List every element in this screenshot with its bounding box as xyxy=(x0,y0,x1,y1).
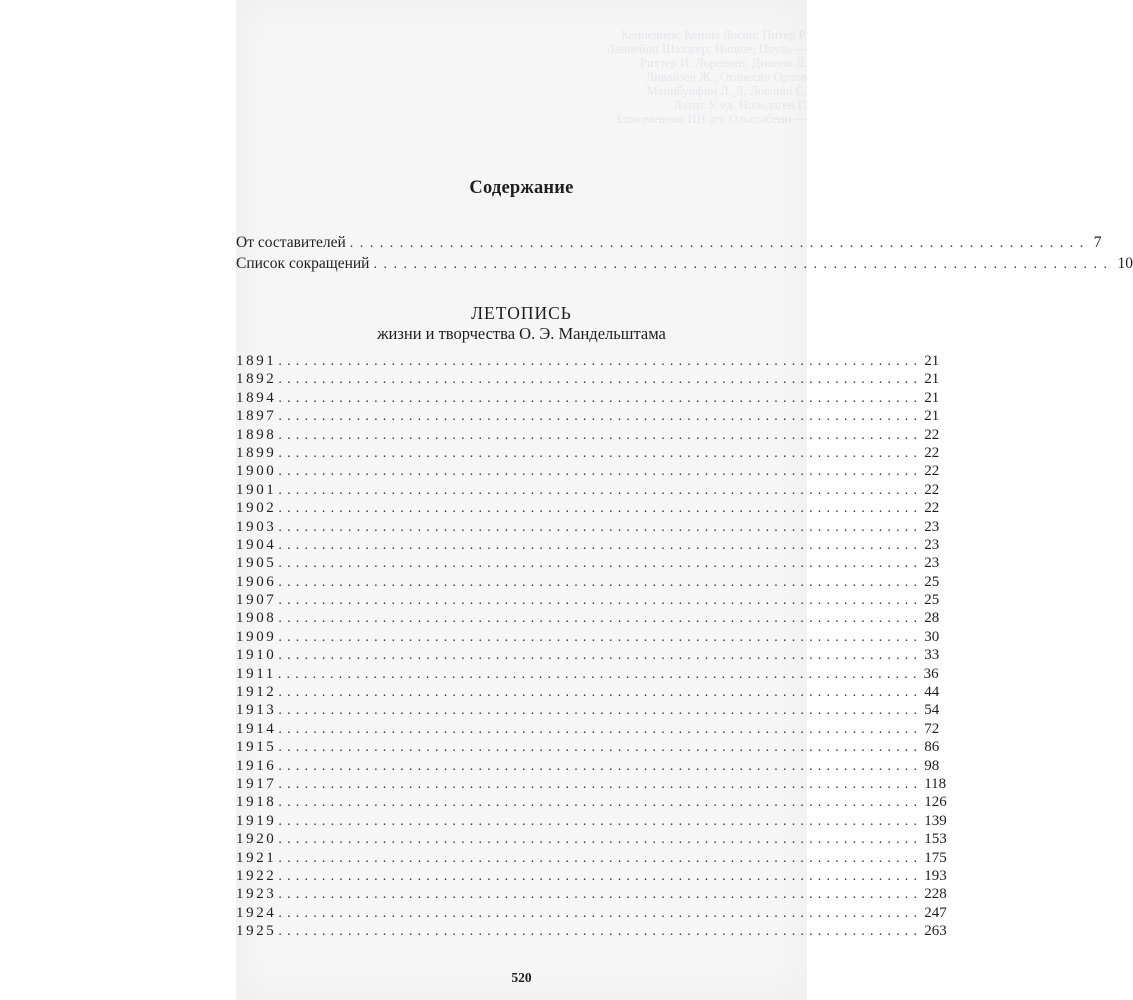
dot-leader: .......................................................................... xyxy=(278,795,923,811)
toc-page-number: 21 xyxy=(924,371,940,388)
toc-entry-label: 1910 xyxy=(236,647,277,664)
toc-entry-label: 1916 xyxy=(236,757,277,774)
toc-page-number: 44 xyxy=(924,684,940,701)
toc-entry-year[interactable] xyxy=(236,775,947,793)
toc-page-number: 54 xyxy=(924,702,940,719)
toc-entry-from-compilers[interactable] xyxy=(236,233,1102,253)
toc-entry-label: 1913 xyxy=(236,702,277,719)
toc-entry-year[interactable] xyxy=(236,646,940,664)
toc-page-number: 22 xyxy=(924,444,940,461)
toc-entry-label: 1891 xyxy=(236,353,277,369)
toc-entry-label: 1894 xyxy=(236,389,277,406)
dot-leader: .......................................................................... xyxy=(278,685,923,701)
toc-page-number: 22 xyxy=(924,500,940,517)
toc-entry-year[interactable] xyxy=(236,352,940,370)
dot-leader: .......................................................................... xyxy=(278,868,923,884)
section-title: ЛЕТОПИСЬ xyxy=(471,303,572,323)
toc-entry-year[interactable] xyxy=(236,867,947,885)
toc-entry-label: 1897 xyxy=(236,408,277,425)
dot-leader: .......................................................................... xyxy=(278,445,923,461)
dot-leader: .......................................................................... xyxy=(278,427,923,443)
dot-leader: .......................................................................... xyxy=(278,629,923,645)
toc-entry-label: 1925 xyxy=(236,923,277,940)
toc-entry-label: 1899 xyxy=(236,444,277,461)
toc-page-number: 118 xyxy=(924,775,947,792)
dot-leader: .......................................................................... xyxy=(278,758,923,774)
dot-leader: .......................................................................... xyxy=(278,887,923,903)
dot-leader: .......................................................................... xyxy=(278,519,923,535)
toc-entry-year[interactable] xyxy=(236,444,940,462)
toc-entry-label: 1902 xyxy=(236,500,277,517)
toc-entry-year[interactable] xyxy=(236,481,940,499)
toc-page-number: 193 xyxy=(924,867,947,884)
dot-leader: .......................................................................... xyxy=(278,721,923,737)
toc-page-number: 21 xyxy=(924,389,940,406)
toc-entry-year[interactable] xyxy=(236,701,940,719)
dot-leader: .......................................................................... xyxy=(278,832,923,848)
toc-entry-label: 1909 xyxy=(236,628,277,645)
toc-entry-year[interactable] xyxy=(236,609,940,627)
toc-entry-year[interactable] xyxy=(236,426,940,444)
dot-leader: .......................................................................... xyxy=(349,236,1090,251)
toc-entry-year[interactable] xyxy=(236,793,947,811)
toc-entry-label: 1915 xyxy=(236,739,277,756)
toc-entry-label: 1903 xyxy=(236,518,277,535)
dot-leader: .......................................................................... xyxy=(278,409,923,425)
toc-entry-label: 1922 xyxy=(236,867,277,884)
toc-entry-year[interactable] xyxy=(236,830,947,848)
toc-page-number: 28 xyxy=(924,610,940,627)
dot-leader: .......................................................................... xyxy=(278,850,923,866)
toc-entry-year[interactable] xyxy=(236,922,947,940)
toc-page-number: 21 xyxy=(924,353,940,369)
toc-page-number: 86 xyxy=(924,739,940,756)
dot-leader: .......................................................................... xyxy=(278,537,923,553)
toc-page-number: 22 xyxy=(924,481,940,498)
toc-page-number: 22 xyxy=(924,463,940,480)
book-page xyxy=(236,0,1133,1000)
toc-entry-label: 1905 xyxy=(236,555,277,572)
toc-entry-label: 1917 xyxy=(236,775,277,792)
toc-entry-year[interactable] xyxy=(236,683,940,701)
toc-entry-year[interactable] xyxy=(236,499,940,517)
toc-entry-year[interactable] xyxy=(236,518,940,536)
toc-page-number: 139 xyxy=(924,812,947,829)
dot-leader: .......................................................................... xyxy=(278,593,923,609)
toc-page-number: 175 xyxy=(924,849,947,866)
toc-entry-label: От составителей xyxy=(236,234,346,251)
toc-entry-label: 1918 xyxy=(236,794,277,811)
page-heading: Содержание xyxy=(469,178,574,198)
toc-entry-label: 1914 xyxy=(236,720,277,737)
dot-leader: .......................................................................... xyxy=(278,464,923,480)
toc-entry-label: 1900 xyxy=(236,463,277,480)
dot-leader: .......................................................................... xyxy=(278,354,923,369)
toc-entry-year[interactable] xyxy=(236,536,940,554)
year-entry-list xyxy=(236,352,947,941)
toc-entry-year[interactable] xyxy=(236,885,947,903)
toc-page-number: 22 xyxy=(924,426,940,443)
toc-entry-year[interactable] xyxy=(236,720,940,738)
toc-page-number: 23 xyxy=(924,518,940,535)
toc-entry-year[interactable] xyxy=(236,370,940,388)
dot-leader: .......................................................................... xyxy=(278,556,923,572)
toc-entry-year[interactable] xyxy=(236,628,940,646)
toc-entry-year[interactable] xyxy=(236,738,940,756)
toc-entry-year[interactable] xyxy=(236,407,940,425)
toc-entry-label: 1892 xyxy=(236,371,277,388)
page-number-footer: 520 xyxy=(511,970,532,985)
toc-page-number: 263 xyxy=(924,923,947,940)
toc-page-number: 153 xyxy=(924,831,947,848)
toc-page-number: 72 xyxy=(924,720,940,737)
toc-entry-label: 1920 xyxy=(236,831,277,848)
toc-entry-label: 1923 xyxy=(236,886,277,903)
toc-entry-year[interactable] xyxy=(236,812,947,830)
dot-leader: .......................................................................... xyxy=(278,648,923,664)
dot-leader: .......................................................................... xyxy=(278,611,923,627)
toc-entry-label: 1904 xyxy=(236,536,277,553)
toc-entry-abbreviations[interactable] xyxy=(236,254,1133,274)
toc-page-number: 25 xyxy=(924,573,940,590)
dot-leader: .......................................................................... xyxy=(278,574,923,590)
toc-page-number: 10 xyxy=(1117,255,1133,272)
toc-entry-label: 1919 xyxy=(236,812,277,829)
toc-page-number: 36 xyxy=(923,665,939,682)
dot-leader: .......................................................................... xyxy=(277,666,922,682)
dot-leader: .......................................................................... xyxy=(278,372,923,388)
toc-entry-year[interactable] xyxy=(236,757,940,775)
toc-entry-year[interactable] xyxy=(236,904,947,922)
toc-entry-year[interactable] xyxy=(236,573,940,591)
toc-entry-label: 1911 xyxy=(236,665,276,682)
toc-entry-label: Список сокращений xyxy=(236,255,370,272)
section-subtitle: жизни и творчества О. Э. Мандельштама xyxy=(377,324,666,343)
toc-page-number: 126 xyxy=(924,794,947,811)
toc-page-number: 247 xyxy=(924,904,947,921)
toc-entry-label: 1907 xyxy=(236,592,277,609)
toc-page-number: 7 xyxy=(1093,234,1102,251)
dot-leader: .......................................................................... xyxy=(278,703,923,719)
toc-entry-label: 1912 xyxy=(236,684,277,701)
toc-entry-label: 1924 xyxy=(236,904,277,921)
dot-leader: .......................................................................... xyxy=(278,740,923,756)
toc-entry-year[interactable] xyxy=(236,462,940,480)
toc-entry-label: 1921 xyxy=(236,849,277,866)
toc-entry-label: 1908 xyxy=(236,610,277,627)
dot-leader: .......................................................................... xyxy=(278,501,923,517)
toc-page-number: 98 xyxy=(924,757,940,774)
toc-entry-label: 1898 xyxy=(236,426,277,443)
toc-page-number: 21 xyxy=(924,408,940,425)
toc-page-number: 23 xyxy=(924,555,940,572)
dot-leader: .......................................................................... xyxy=(278,776,923,792)
toc-page-number: 23 xyxy=(924,536,940,553)
toc-entry-year[interactable] xyxy=(236,849,947,867)
toc-entry-label: 1906 xyxy=(236,573,277,590)
dot-leader: .......................................................................... xyxy=(278,482,923,498)
show-through-text: Кеннедиев; Кенны Лосон; Питер Р. Ланнейон Шалзгер; Ницше; Поуль — Рихтер И. Лорензен; Дионов Л. Ливайзен Ж.; Оганесян Орлов Манибунфин Л. Д. Ловлиш С. Латит У. ед. Нольдаген Г. Злоизменник ИН аго Ольстабени — xyxy=(606,28,807,126)
toc-page-number: 228 xyxy=(924,886,947,903)
dot-leader: .......................................................................... xyxy=(373,257,1114,272)
toc-entry-year[interactable] xyxy=(236,665,939,683)
dot-leader: .......................................................................... xyxy=(278,813,923,829)
toc-entry-year[interactable] xyxy=(236,554,940,572)
dot-leader: .......................................................................... xyxy=(278,924,923,940)
toc-entry-year[interactable] xyxy=(236,591,940,609)
toc-page-number: 30 xyxy=(924,628,940,645)
dot-leader: .......................................................................... xyxy=(278,905,923,921)
toc-page-number: 25 xyxy=(924,592,940,609)
toc-entry-label: 1901 xyxy=(236,481,277,498)
dot-leader: .......................................................................... xyxy=(278,390,923,406)
toc-entry-year[interactable] xyxy=(236,389,940,407)
toc-page-number: 33 xyxy=(924,647,940,664)
